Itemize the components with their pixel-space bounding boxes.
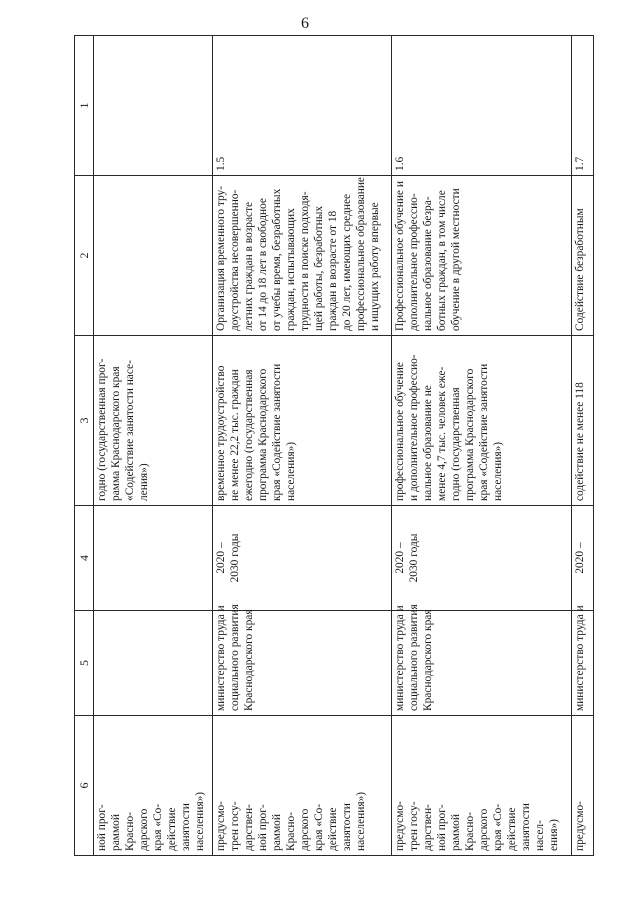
period-cell bbox=[94, 506, 213, 611]
measures-table bbox=[74, 35, 594, 856]
name-cell: Профессиональное обучение и дополнительное профессио- нальное образование безра- ботных граждан, в том числе обучение в другой местности bbox=[392, 176, 571, 336]
note-cell: ной прог- раммой Красно- дарского края «Со- действие занятости населения») bbox=[94, 716, 213, 856]
note-cell: предусмо- трен госу- дарствен- ной прог- раммой Красно- дарского края «Со- действие занятости насел- ения») bbox=[392, 716, 571, 856]
number-cell: 1.7 bbox=[571, 36, 593, 176]
number-cell bbox=[94, 36, 213, 176]
measure-cell: содействие не менее 118 bbox=[571, 336, 593, 506]
table-row bbox=[571, 36, 593, 856]
header-cell: 5 bbox=[75, 611, 94, 716]
header-cell: 4 bbox=[75, 506, 94, 611]
measure-cell: временное трудоустройство не менее 22,2 тыс. граждан ежегодно (государственная программа Краснодарского края «Содействие занятости населения») bbox=[213, 336, 392, 506]
executor-cell: министерство труда и социального развития Краснодарского края bbox=[213, 611, 392, 716]
page-number: 6 bbox=[301, 15, 309, 32]
number-cell: 1.6 bbox=[392, 36, 571, 176]
header-cell: 3 bbox=[75, 336, 94, 506]
header-cell: 6 bbox=[75, 716, 94, 856]
name-cell: Организация временного тру- доустройства несовершенно- летних граждан в возрасте от 14 до 18 лет в свободное от учебы время, безработных граждан, испытывающих трудности в поиске подходя- щей работы, безработных граждан в возрасте от 18 до 20 лет, имеющих среднее профессиональное образование и ищущих работу впервые bbox=[213, 176, 392, 336]
executor-cell bbox=[94, 611, 213, 716]
number-cell: 1.5 bbox=[213, 36, 392, 176]
note-cell: предусмо- bbox=[571, 716, 593, 856]
measure-cell: профессиональное обучение и дополнительное профессио- нальное образование не менее 4,7 тыс. человек еже- годно (государственная программа Краснодарского края «Содействие занятости населения») bbox=[392, 336, 571, 506]
executor-cell: министерство труда и bbox=[571, 611, 593, 716]
name-cell: Содействие безработным bbox=[571, 176, 593, 336]
name-cell bbox=[94, 176, 213, 336]
header-cell: 1 bbox=[75, 36, 94, 176]
table-row bbox=[94, 36, 213, 856]
header-row bbox=[75, 36, 94, 856]
rotated-table-container bbox=[74, 36, 594, 856]
note-cell: предусмо- трен госу- дарствен- ной прог- раммой Красно- дарского края «Со- действие занятости населения») bbox=[213, 716, 392, 856]
executor-cell: министерство труда и социального развития Краснодарского края bbox=[392, 611, 571, 716]
table-row bbox=[392, 36, 571, 856]
measure-cell: годно (государственная прог- рамма Краснодарского края «Содействие занятости насе- ления») bbox=[94, 336, 213, 506]
period-cell: 2020 – 2030 годы bbox=[213, 506, 392, 611]
period-cell: 2020 – 2030 годы bbox=[392, 506, 571, 611]
period-cell: 2020 – bbox=[571, 506, 593, 611]
header-cell: 2 bbox=[75, 176, 94, 336]
table-row bbox=[213, 36, 392, 856]
